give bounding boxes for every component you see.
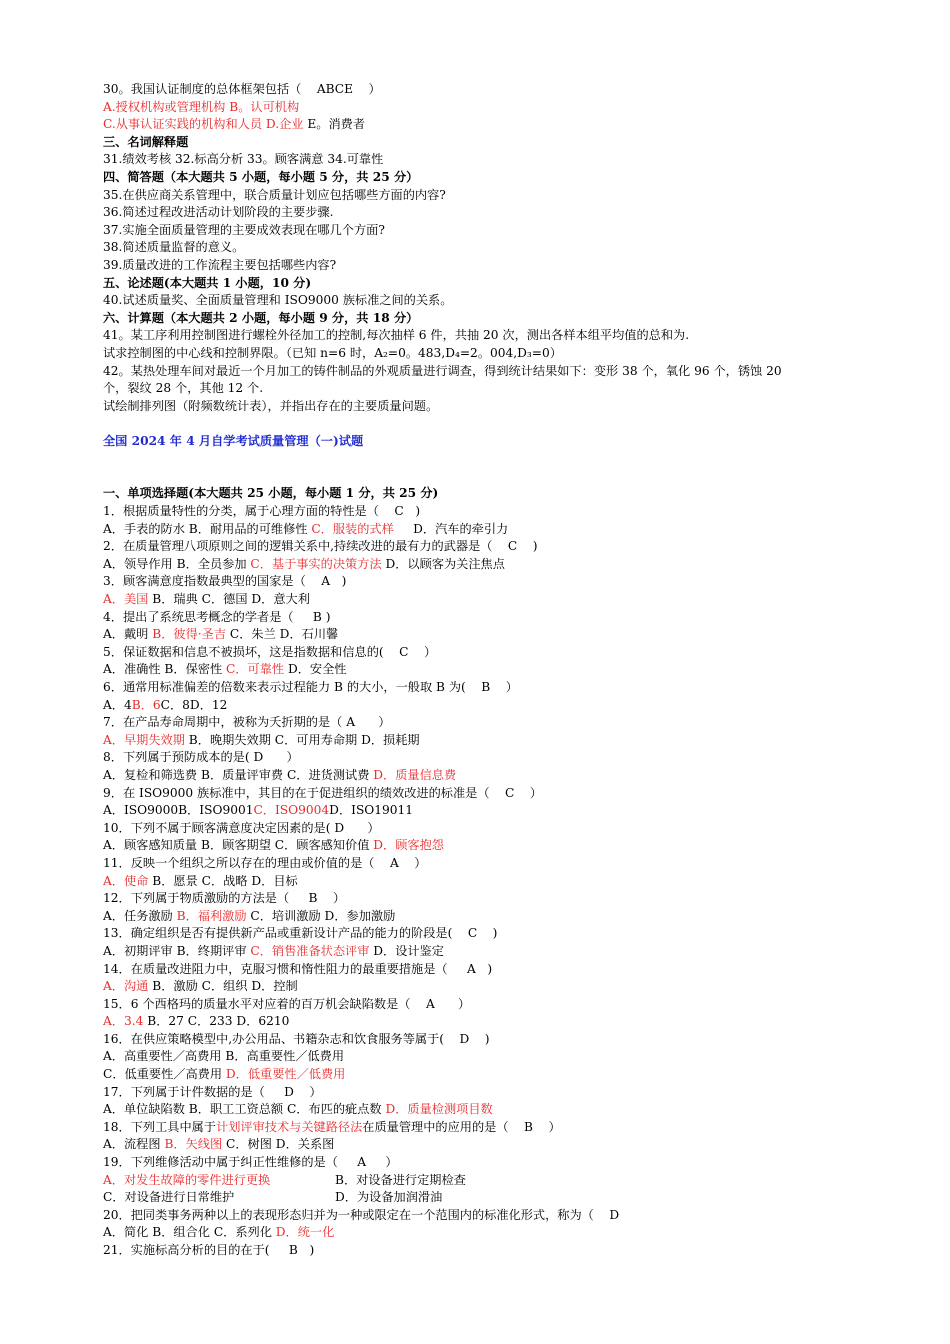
text-line <box>103 890 893 908</box>
text-segment: A．领导作用 B．全员参加 <box>103 556 251 571</box>
text-line <box>103 363 893 381</box>
answer-text: D．统一化 <box>275 1225 335 1240</box>
text-segment: 4．提出了系统思考概念的学者是（ B ) <box>103 609 331 624</box>
text-line <box>103 661 893 679</box>
text-segment: 15．6 个西格玛的质量水平对应着的百万机会缺陷数是（ A ） <box>103 996 471 1011</box>
text-segment: 37.实施全面质量管理的主要成效表现在哪几个方面? <box>103 222 385 237</box>
text-segment: A．初期评审 B．终期评审 <box>103 943 251 958</box>
answer-text: B．6 <box>131 697 161 712</box>
text-segment: 11．反映一个组织之所以存在的理由或价值的是（ A ） <box>103 855 427 870</box>
text-segment: 40.试述质量奖、全面质量管理和 ISO9000 族标准之间的关系。 <box>103 293 453 308</box>
text-line <box>103 802 893 820</box>
text-line <box>103 151 893 169</box>
text-segment: C．培训激励 D．参加激励 <box>246 908 396 923</box>
text-segment: A．手表的防水 B．耐用品的可维修性 <box>103 521 312 536</box>
text-line <box>103 1119 893 1137</box>
text-line <box>103 591 893 609</box>
text-segment: 试绘制排列图（附频数统计表），并指出存在的主要质量问题。 <box>103 398 439 413</box>
text-segment: 7．在产品寿命周期中，被称为夭折期的是（ A ） <box>103 715 391 730</box>
text-line <box>103 134 893 152</box>
text-segment: 5．保证数据和信息不被损坏，这是指数据和信息的( C ） <box>103 644 437 659</box>
answer-text: C．服装的式样 <box>311 521 394 536</box>
text-line <box>103 1136 893 1154</box>
text-segment: A．高重要性／高费用 B．高重要性／低费用 <box>103 1049 345 1064</box>
text-line <box>103 310 893 328</box>
text-segment: A．简化 B．组合化 C．系列化 <box>103 1225 276 1240</box>
text-line <box>103 1242 893 1260</box>
text-line <box>103 398 893 416</box>
text-segment: B．晚期失效期 C．可用寿命期 D．损耗期 <box>184 732 420 747</box>
text-line <box>103 257 893 275</box>
text-line <box>103 1189 893 1207</box>
text-line <box>103 503 893 521</box>
text-line <box>103 925 893 943</box>
text-segment: A．4 <box>103 697 132 712</box>
text-line <box>103 732 893 750</box>
text-segment: 31.绩效考核 32.标高分析 33。顾客满意 34.可靠性 <box>103 152 384 167</box>
answer-text: C.从事认证实践的机构和人员 D.企业 <box>103 117 308 132</box>
text-line <box>103 978 893 996</box>
text-line <box>103 327 893 345</box>
text-line <box>103 1048 893 1066</box>
text-segment: A．复检和筛选费 B．质量评审费 C．进货测试费 <box>103 767 374 782</box>
text-segment: D．设计鉴定 <box>369 943 444 958</box>
text-segment: 35.在供应商关系管理中，联合质量计划应包括哪些方面的内容? <box>103 187 446 202</box>
text-segment: 8．下列属于预防成本的是( D ） <box>103 750 299 765</box>
text-segment: C．对设备进行日常维护 <box>103 1190 235 1205</box>
answer-text: C．基于事实的决策方法 <box>250 556 382 571</box>
text-segment: B．27 C．233 D．6210 <box>143 1014 290 1029</box>
text-line <box>103 1154 893 1172</box>
text-segment: 20．把同类事务两种以上的表现形态归并为一种或限定在一个范围内的标准化形式，称为（ D <box>103 1207 620 1222</box>
answer-text: D．质量检测项目数 <box>385 1102 493 1117</box>
text-segment: B．对设备进行定期检查 <box>335 1172 466 1187</box>
text-line <box>103 785 893 803</box>
text-line <box>103 1224 893 1242</box>
text-line <box>103 873 893 891</box>
text-segment: 9．在 ISO9000 族标准中，其目的在于促进组织的绩效改进的标准是（ C ） <box>103 785 543 800</box>
text-segment: 42。某热处理车间对最近一个月加工的铸件制品的外观质量进行调查，得到统计结果如下：变形 38 个，氧化 96 个，锈蚀 20 <box>103 363 782 378</box>
text-line <box>103 1013 893 1031</box>
text-segment: 19．下列维修活动中属于纠正性维修的是（ A ） <box>103 1155 398 1170</box>
answer-text: C．ISO9004 <box>253 803 330 818</box>
answer-text: B．福利激励 <box>176 908 247 923</box>
text-segment: A．任务激励 <box>103 908 177 923</box>
text-segment: D．以顾客为关注焦点 <box>381 556 505 571</box>
text-line <box>103 222 893 240</box>
answer-text: C．可靠性 <box>226 662 285 677</box>
text-line <box>103 1172 893 1190</box>
text-line <box>103 1101 893 1119</box>
text-segment: 36.简述过程改进活动计划阶段的主要步骤. <box>103 205 334 220</box>
answer-text: D．低重要性／低费用 <box>225 1067 346 1082</box>
text-segment: B．激励 C．组织 D．控制 <box>148 979 298 994</box>
text-line <box>103 697 893 715</box>
exam-questions-section <box>103 485 893 1259</box>
text-line <box>103 1031 893 1049</box>
text-segment: 在质量管理中的应用的是（ B ） <box>362 1119 561 1134</box>
text-segment: C．低重要性／高费用 <box>103 1067 226 1082</box>
text-line <box>103 275 893 293</box>
section-heading: 三、名词解释题 <box>103 134 189 149</box>
answer-text: A.授权机构或管理机构 B。认可机构 <box>103 99 300 114</box>
option-column <box>335 1172 466 1190</box>
text-segment: C．树图 D．关系图 <box>222 1137 335 1152</box>
text-line <box>103 855 893 873</box>
text-segment: 38.简述质量监督的意义。 <box>103 240 245 255</box>
text-segment: 14．在质量改进阻力中，克服习惯和惰性阻力的最重要措施是（ A ) <box>103 961 493 976</box>
text-line <box>103 961 893 979</box>
text-segment: 13．确定组织是否有提供新产品或重新设计产品的能力的阶段是( C ) <box>103 926 498 941</box>
text-segment: D．ISO19011 <box>329 803 414 818</box>
answer-text: A．使命 <box>103 873 149 888</box>
answer-text: A．沟通 <box>103 979 149 994</box>
text-line <box>103 1066 893 1084</box>
text-segment: A．流程图 <box>103 1137 165 1152</box>
text-segment: A．单位缺陷数 B．职工工资总额 C．布匹的疵点数 <box>103 1102 386 1117</box>
answer-text: A．早期失效期 <box>103 732 185 747</box>
text-line <box>103 345 893 363</box>
section-heading: 五、论述题(本大题共 1 小题，10 分) <box>103 275 312 290</box>
option-column <box>103 1189 335 1207</box>
text-line <box>103 204 893 222</box>
answer-text: B．彼得·圣吉 <box>152 627 227 642</box>
text-line <box>103 169 893 187</box>
text-line <box>103 837 893 855</box>
text-segment: 6．通常用标准偏差的倍数来表示过程能力 B 的大小，一般取 B 为( B ） <box>103 680 518 694</box>
text-line <box>103 116 893 134</box>
text-line <box>103 644 893 662</box>
text-segment: D．安全性 <box>284 662 347 677</box>
text-segment: A．戴明 <box>103 627 153 642</box>
section-heading: 六、计算题（本大题共 2 小题，每小题 9 分，共 18 分） <box>103 310 419 325</box>
text-line <box>103 573 893 591</box>
spacer <box>103 450 893 485</box>
spacer <box>103 415 893 433</box>
text-line <box>103 556 893 574</box>
document-page <box>103 81 893 1260</box>
text-segment: 17．下列属于计件数据的是（ D ） <box>103 1084 322 1099</box>
text-segment: D．为设备加润滑油 <box>335 1190 443 1205</box>
text-line <box>103 626 893 644</box>
text-segment: 18．下列工具中属于 <box>103 1119 217 1134</box>
text-line <box>103 1084 893 1102</box>
exam-title: 全国 2024 年 4 月自学考试质量管理（一)试题 <box>103 433 364 448</box>
text-segment: C．朱兰 D．石川馨 <box>226 627 339 642</box>
text-segment: A．ISO9000B．ISO9001 <box>103 803 254 818</box>
text-segment: A．顾客感知质量 B．顾客期望 C．顾客感知价值 <box>103 838 374 853</box>
text-line <box>103 81 893 99</box>
text-segment: 试求控制图的中心线和控制界限。（已知 n=6 时，A₂=0。483,D₄=2。004,D₃=0） <box>103 345 562 360</box>
text-line <box>103 292 893 310</box>
text-line <box>103 609 893 627</box>
text-segment: 个，裂纹 28 个，其他 12 个. <box>103 381 264 396</box>
text-segment: 41。某工序利用控制图进行螺栓外径加工的控制,每次抽样 6 件，共抽 20 次，测出各样本组平均值的总和为. <box>103 328 690 343</box>
answer-text: A．对发生故障的零件进行更换 <box>103 1172 271 1187</box>
text-line <box>103 767 893 785</box>
text-segment: 10．下列不属于顾客满意度决定因素的是( D ） <box>103 820 380 835</box>
text-segment: 2．在质量管理八项原则之间的逻辑关系中,持续改进的最有力的武器是（ C ) <box>103 539 538 554</box>
text-line <box>103 1207 893 1225</box>
text-segment: B．愿景 C．战略 D．目标 <box>148 873 298 888</box>
text-line <box>103 679 893 697</box>
text-line <box>103 943 893 961</box>
text-line <box>103 521 893 539</box>
text-segment: A．准确性 B．保密性 <box>103 662 227 677</box>
text-line <box>103 239 893 257</box>
text-segment: 12．下列属于物质激励的方法是（ B ） <box>103 891 346 906</box>
text-segment: 21．实施标高分析的目的在于( B ) <box>103 1243 315 1257</box>
text-segment: 39.质量改进的工作流程主要包括哪些内容? <box>103 257 337 272</box>
answer-text: A．3.4 <box>103 1014 144 1029</box>
text-line <box>103 908 893 926</box>
text-line <box>103 820 893 838</box>
answer-text: C．销售准备状态评审 <box>250 943 370 958</box>
previous-exam-section <box>103 81 893 415</box>
text-segment: D．汽车的牵引力 <box>393 521 509 536</box>
section-heading: 四、简答题（本大题共 5 小题，每小题 5 分，共 25 分） <box>103 169 419 184</box>
text-segment: E。消费者 <box>307 117 366 132</box>
text-segment: 1．根据质量特性的分类，属于心理方面的特性是（ C ) <box>103 504 421 519</box>
answer-text: A．美国 <box>103 592 149 607</box>
text-segment: 16．在供应策略模型中,办公用品、书籍杂志和饮食服务等属于( D ) <box>103 1031 490 1046</box>
text-line <box>103 996 893 1014</box>
option-column <box>335 1189 442 1207</box>
text-line <box>103 99 893 117</box>
text-segment: C．8D．12 <box>160 697 228 712</box>
answer-text: 计划评审技术与关键路径法 <box>216 1119 363 1134</box>
answer-text: B．矢线图 <box>164 1137 223 1152</box>
answer-text: D．顾客抱怨 <box>373 838 444 853</box>
text-segment: B．瑞典 C．德国 D．意大利 <box>148 592 310 607</box>
section-heading: 一、单项选择题(本大题共 25 小题，每小题 1 分，共 25 分) <box>103 486 439 501</box>
text-line <box>103 749 893 767</box>
answer-text: D．质量信息费 <box>373 767 457 782</box>
text-line <box>103 485 893 503</box>
text-line <box>103 714 893 732</box>
text-segment: 3．顾客满意度指数最典型的国家是（ A ) <box>103 574 347 589</box>
text-line <box>103 380 893 398</box>
option-column <box>103 1172 335 1190</box>
text-segment: 30。我国认证制度的总体框架包括（ ABCE ） <box>103 82 381 96</box>
text-line <box>103 187 893 205</box>
text-line <box>103 538 893 556</box>
